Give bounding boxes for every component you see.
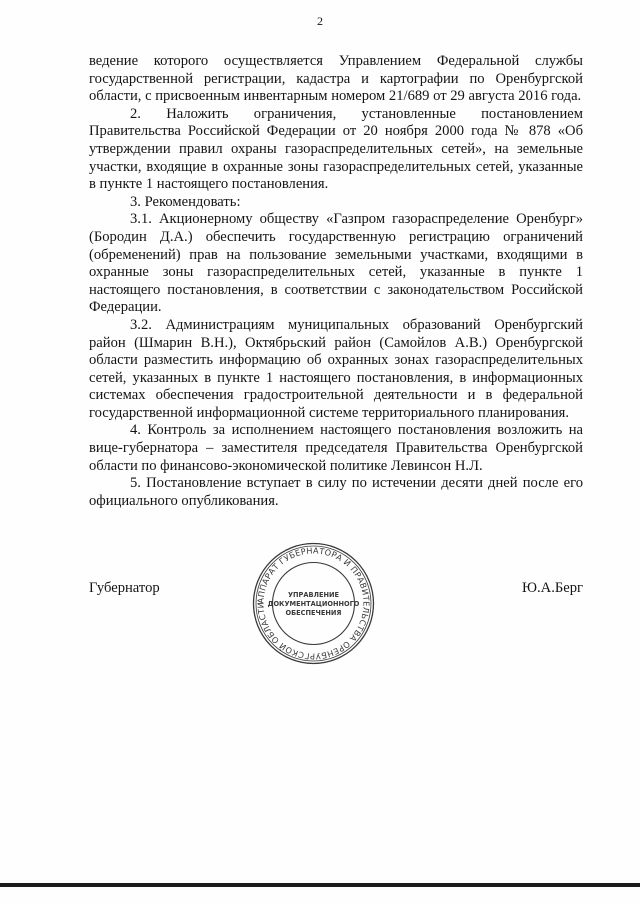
stamp-ring-text: АППАРАТ ГУБЕРНАТОРА И ПРАВИТЕЛЬСТВА ОРЕНБУРГСКОЙ ОБЛАСТИ [255, 545, 372, 662]
body-text [89, 53, 583, 510]
stamp-center-line-2: ДОКУМЕНТАЦИОННОГО [267, 600, 360, 608]
paragraph-continuation: ведение которого осуществляется Управлением Федеральной службы государственной регистрации, кадастра и картографии по Оренбургской области, с присвоенным инвентарным номером 21/689 от 29 августа 2016 года. [89, 53, 583, 105]
paragraph-3-1: 3.1. Акционерному обществу «Газпром газораспределение Оренбург» (Бородин Д.А.) обеспечить государственную регистрацию ограничений (обременений) прав на пользование земельными участками, входящими в охранные зоны газораспределительных сетей, указанные в пункте 1 настоящего постановления, в соответствии с законодательством Российской Федерации. [89, 211, 583, 316]
signature-name: Ю.А.Берг [522, 580, 583, 596]
paragraph-5: 5. Постановление вступает в силу по истечении десяти дней после его официального опубликования. [89, 475, 583, 509]
paragraph-2: 2. Наложить ограничения, установленные постановлением Правительства Российской Федерации от 20 ноября 2000 года № 878 «Об утверждении правил охраны газораспределительных сетей», на земельные участки, входящие в охранные зоны газораспределительных сетей, указанные в пункте 1 настоящего постановления. [89, 105, 583, 193]
stamp-center-line-1: УПРАВЛЕНИЕ [287, 591, 340, 599]
official-stamp [251, 541, 376, 666]
stamp-center-line-3: ОБЕСПЕЧЕНИЯ [285, 609, 342, 617]
paragraph-3: 3. Рекомендовать: [130, 193, 241, 210]
bottom-scan-border [0, 883, 640, 887]
signature-position: Губернатор [89, 580, 160, 596]
page-number: 2 [317, 14, 323, 28]
paragraph-3-2: 3.2. Администрациям муниципальных образований Оренбургский район (Шмарин В.Н.), Октябрьский район (Самойлов А.В.) Оренбургской области разместить информацию об охранных зонах газораспределительных сетей, указанных в пункте 1 настоящего постановления, в информационных системах обеспечения градостроительной деятельности и в федеральной государственной информационной системе территориального планирования. [89, 316, 583, 421]
paragraph-4: 4. Контроль за исполнением настоящего постановления возложить на вице-губернатора – заместителя председателя Правительства Оренбургской области по финансово-экономической политике Левинсон Н.Л. [89, 422, 583, 474]
